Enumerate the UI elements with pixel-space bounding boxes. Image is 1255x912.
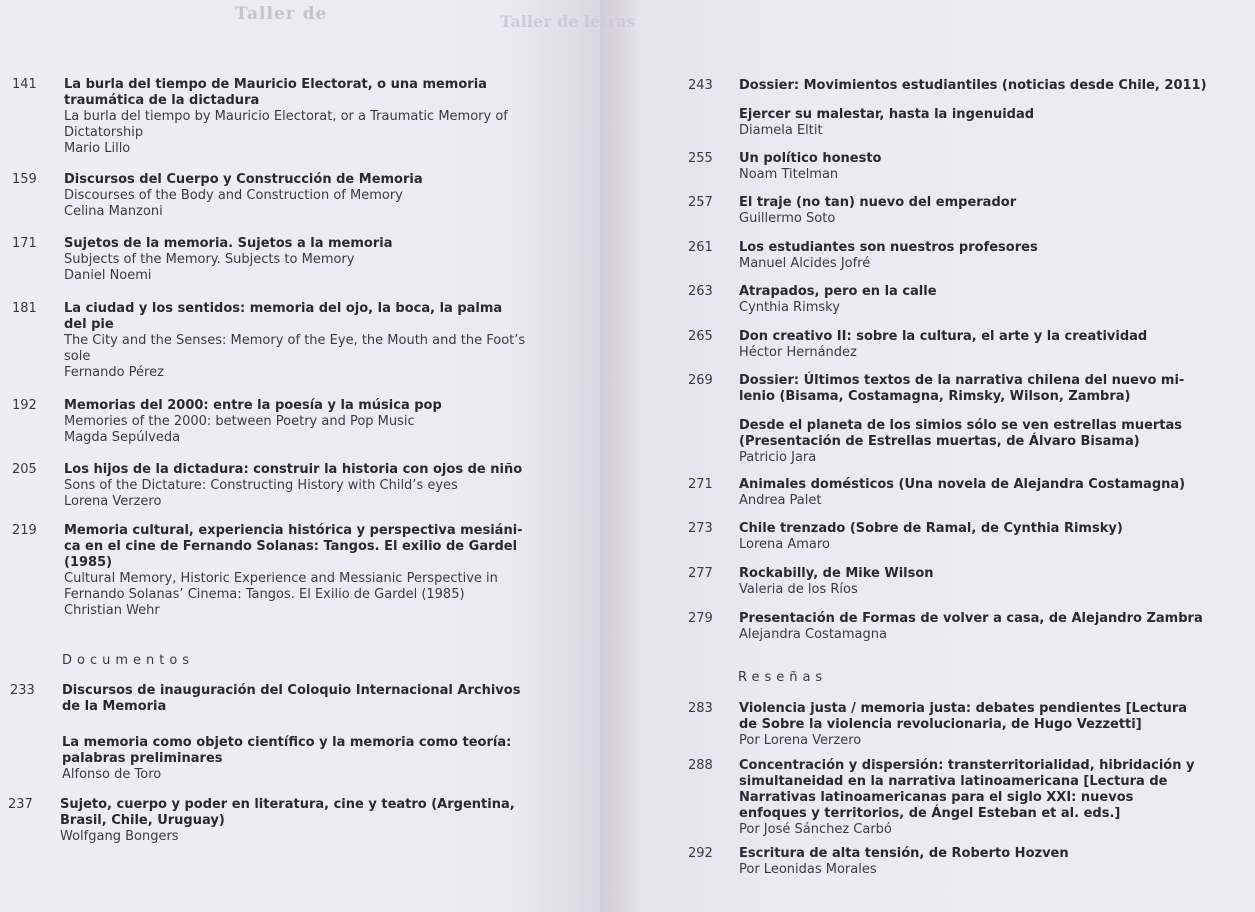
page-number: 269 [688, 373, 713, 388]
entry-author: Diamela Eltit [739, 123, 823, 138]
right-page [500, 0, 1255, 912]
entry-title: Desde el planeta de los simios sólo se ven estrellas muertas (Presentación de Estrellas muertas, de Álvaro Bisama) [739, 418, 1183, 449]
entry-subtitle: Discourses of the Body and Construction of Memory [64, 188, 403, 203]
entry-title: Sujetos de la memoria. Sujetos a la memoria [64, 236, 393, 251]
entry-title: Dossier: Movimientos estudiantiles (noticias desde Chile, 2011) [739, 78, 1207, 93]
entry-title: Chile trenzado (Sobre de Ramal, de Cynthia Rimsky) [739, 521, 1123, 536]
entry-title: Rockabilly, de Mike Wilson [739, 566, 934, 581]
page-number: 277 [688, 566, 713, 581]
entry-title: Los estudiantes son nuestros profesores [739, 240, 1038, 255]
entry-title: Concentración y dispersión: transterritorialidad, hibridación y simultaneidad en la narrativa latinoamericana [Lectura de Narrativas latinoamericanas para el siglo XXI: nuevos enfoques y territorios, de Ángel Esteban et al. eds.] [739, 758, 1195, 821]
entry-title: La ciudad y los sentidos: memoria del ojo, la boca, la palma del pie [64, 301, 503, 332]
page-number: 263 [688, 284, 713, 299]
page-number: 292 [688, 846, 713, 861]
page-number: 237 [8, 797, 33, 812]
entry-title: Atrapados, pero en la calle [739, 284, 937, 299]
page-number: 265 [688, 329, 713, 344]
page-number: 192 [12, 398, 37, 413]
show-through-text: Taller de letras [500, 12, 636, 31]
entry-subtitle: Sons of the Dictature: Constructing History with Child’s eyes [64, 478, 458, 493]
entry-author: Cynthia Rimsky [739, 300, 840, 315]
entry-author: Wolfgang Bongers [60, 829, 179, 844]
section-heading-documentos: Documentos [62, 653, 195, 668]
page-number: 171 [12, 236, 37, 251]
entry-author: Christian Wehr [64, 603, 160, 618]
entry-title: Sujeto, cuerpo y poder en literatura, cine y teatro (Argentina, Brasil, Chile, Uruguay) [60, 797, 515, 828]
page-number: 257 [688, 195, 713, 210]
page-number: 279 [688, 611, 713, 626]
entry-title: Discursos de inauguración del Coloquio Internacional Archivos de la Memoria [62, 683, 521, 714]
left-page [0, 0, 600, 912]
entry-subtitle: La burla del tiempo by Mauricio Electorat, or a Traumatic Memory of Dictatorship [64, 109, 508, 140]
page-number: 255 [688, 151, 713, 166]
entry-author: Héctor Hernández [739, 345, 857, 360]
page-number: 283 [688, 701, 713, 716]
entry-title: La burla del tiempo de Mauricio Electorat, o una memoria traumática de la dictadura [64, 77, 487, 108]
entry-title: Escritura de alta tensión, de Roberto Hozven [739, 846, 1069, 861]
page-number: 159 [12, 172, 37, 187]
section-heading-resenas: Reseñas [738, 670, 828, 685]
show-through-text: Taller de [235, 4, 328, 24]
entry-subtitle: The City and the Senses: Memory of the Eye, the Mouth and the Foot’s sole [64, 333, 526, 364]
entry-author: Guillermo Soto [739, 211, 836, 226]
entry-author: Andrea Palet [739, 493, 822, 508]
entry-title: Violencia justa / memoria justa: debates pendientes [Lectura de Sobre la violencia revolucionaria, de Hugo Vezzetti] [739, 701, 1188, 732]
entry-subtitle: Memories of the 2000: between Poetry and Pop Music [64, 414, 415, 429]
entry-author: Alejandra Costamagna [739, 627, 887, 642]
entry-title: La memoria como objeto científico y la memoria como teoría: palabras preliminares [62, 735, 512, 766]
entry-title: Memorias del 2000: entre la poesía y la música pop [64, 398, 442, 413]
entry-author: Noam Titelman [739, 167, 839, 182]
entry-title: Memoria cultural, experiencia histórica y perspectiva mesiáni-ca en el cine de Fernando Solanas: Tangos. El exilio de Gardel (1985) [64, 523, 523, 570]
entry-subtitle: Cultural Memory, Historic Experience and Messianic Perspective in Fernando Solanas’ Cinema: Tangos. El Exilio de Gardel (1985) [64, 571, 498, 602]
page-number: 288 [688, 758, 713, 773]
entry-author: Mario Lillo [64, 141, 131, 156]
page-number: 271 [688, 477, 713, 492]
page-number: 219 [12, 523, 37, 538]
entry-title: Ejercer su malestar, hasta la ingenuidad [739, 107, 1035, 122]
entry-author: Daniel Noemi [64, 268, 152, 283]
page-number: 205 [12, 462, 37, 477]
entry-subtitle: Subjects of the Memory. Subjects to Memory [64, 252, 355, 267]
entry-title: Dossier: Últimos textos de la narrativa chilena del nuevo mi-lenio (Bisama, Costamagna, Rimsky, Wilson, Zambra) [739, 373, 1185, 404]
entry-author: Por José Sánchez Carbó [739, 822, 892, 837]
entry-author: Valeria de los Ríos [739, 582, 858, 597]
entry-title: El traje (no tan) nuevo del emperador [739, 195, 1017, 210]
entry-author: Por Lorena Verzero [739, 733, 862, 748]
entry-author: Por Leonidas Morales [739, 862, 877, 877]
entry-title: Los hijos de la dictadura: construir la historia con ojos de niño [64, 462, 523, 477]
entry-author: Manuel Alcides Jofré [739, 256, 871, 271]
page-number: 181 [12, 301, 37, 316]
entry-title: Don creativo II: sobre la cultura, el arte y la creatividad [739, 329, 1148, 344]
entry-title: Un político honesto [739, 151, 882, 166]
entry-author: Lorena Amaro [739, 537, 830, 552]
page-number: 261 [688, 240, 713, 255]
entry-author: Alfonso de Toro [62, 767, 162, 782]
entry-author: Magda Sepúlveda [64, 430, 181, 445]
entry-author: Fernando Pérez [64, 365, 164, 380]
entry-title: Discursos del Cuerpo y Construcción de Memoria [64, 172, 423, 187]
entry-author: Patricio Jara [739, 450, 817, 465]
page-number: 233 [10, 683, 35, 698]
entry-author: Celina Manzoni [64, 204, 163, 219]
entry-title: Animales domésticos (Una novela de Alejandra Costamagna) [739, 477, 1186, 492]
page-number: 141 [12, 77, 37, 92]
entry-author: Lorena Verzero [64, 494, 162, 509]
entry-title: Presentación de Formas de volver a casa, de Alejandro Zambra [739, 611, 1203, 626]
page-number: 243 [688, 78, 713, 93]
page-number: 273 [688, 521, 713, 536]
